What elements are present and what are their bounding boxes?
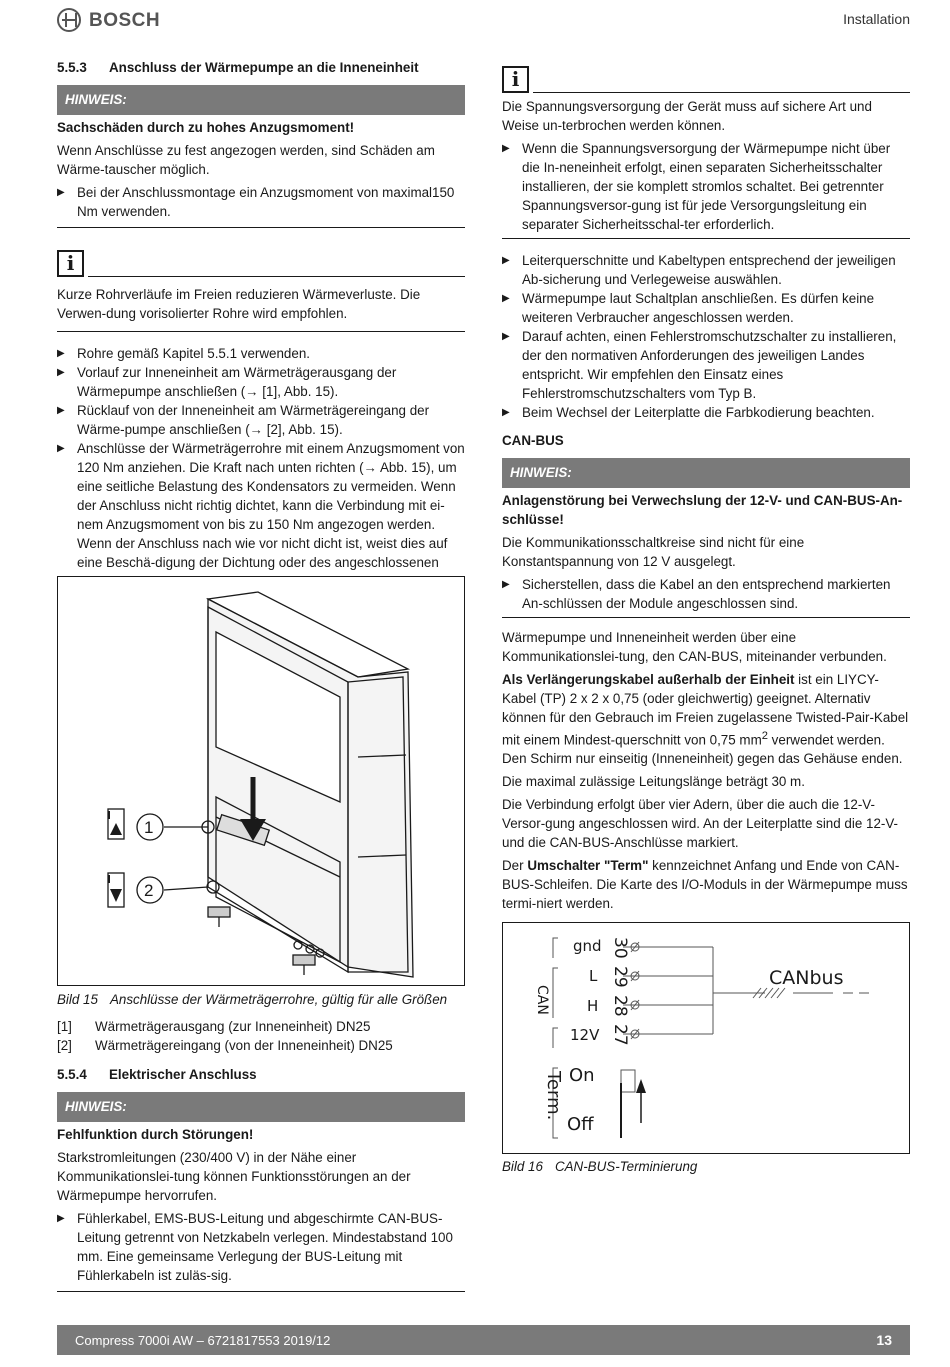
- list-item: ▶ Beim Wechsel der Leiterplatte die Farbkodierung beachten.: [502, 403, 910, 422]
- bosch-armature-icon: [57, 8, 81, 32]
- section-title: Elektrischer Anschluss: [109, 1067, 257, 1082]
- figure-number: Bild 16: [502, 1159, 543, 1174]
- notice-bar: HINWEIS:: [57, 85, 465, 115]
- legend-key: [1]: [57, 1019, 72, 1034]
- terminal-30: 30: [610, 937, 630, 959]
- label-off: Off: [567, 1114, 594, 1135]
- paragraph-cable: [502, 670, 910, 768]
- legend-key: [2]: [57, 1038, 72, 1053]
- notice-bullet: ▶ Fühlerkabel, EMS-BUS-Leitung und abgeschirmte CAN-BUS-Leitung getrennt von Netzkabeln verlegen. Mindestabstand 100 mm. Eine gemeinsame Verlegung der BUS-Leitung mit Fühlerkabeln ist zuläs-sig.: [57, 1209, 465, 1285]
- notice-bar: HINWEIS:: [502, 458, 910, 488]
- caption-text: Anschlüsse der Wärmeträgerrohre, gültig für alle Größen: [109, 992, 448, 1007]
- text: ist ein LIYCY-Kabel (TP) 2 x 2 x 0,75 (oder gleichwertig) geeignet. Alternativ können für den Gebrauch im Freien zugelassene Twisted-Pair-Kabel mit einem Mindest-querschnitt von 0,75 mm: [502, 672, 909, 748]
- section-number: 5.5.3: [57, 60, 87, 75]
- document-id: Compress 7000i AW – 6721817553 2019/12: [75, 1333, 331, 1348]
- info-bullets: [502, 139, 910, 239]
- label-L: L: [589, 967, 598, 985]
- figure-15-legend: [57, 1017, 465, 1055]
- superscript: 2: [761, 730, 768, 742]
- info-text: Die Spannungsversorgung der Gerät muss auf sichere Art und Weise un-terbrochen werden können.: [502, 99, 872, 133]
- brand-name: BOSCH: [89, 9, 161, 31]
- list-item: ▶ Anschlüsse der Wärmeträgerrohre mit einem Anzugsmoment von 120 Nm anziehen. Die Kraft nach unten richten (→ Abb. 15), um eine seitliche Belastung des Kondensators zu vermeiden. Wenn der Anschluss nicht richtig dichtet, kann die Verbindung mit ei-nem Anzugsmoment von bis zu 150 Nm angezogen werden. Wenn der Anschluss nach wie vor nicht dicht ist, weist dies auf eine Beschä-digung der Dichtung oder des angeschlossenen: [57, 439, 465, 591]
- section-label: Installation: [843, 11, 910, 27]
- terminal-29: 29: [610, 966, 630, 988]
- legend-text: Wärmeträgereingang (von der Inneneinheit) DN25: [95, 1038, 393, 1053]
- notice-bullets: [502, 575, 910, 618]
- left-column: [57, 58, 465, 591]
- notice-bullets: [57, 1209, 465, 1292]
- notice-title: Anlagenstörung bei Verwechslung der 12-V- und CAN-BUS-An-schlüsse!: [502, 493, 903, 527]
- label-term: Term.: [543, 1071, 564, 1121]
- notice-text: Starkstromleitungen (230/400 V) in der Nähe einer Kommunikationslei-tung können Funktionsstörungen an der Wärmepumpe hervorrufen.: [57, 1150, 411, 1203]
- section-title: Anschluss der Wärmepumpe an die Inneneinheit: [109, 60, 419, 75]
- section-5-5-4-heading: [57, 1065, 465, 1084]
- info-bullet: ▶ Wenn die Spannungsversorgung der Wärmepumpe nicht über die In-neneinheit erfolgt, einen separaten Sicherheitsschalter installieren, der sie komplett stromlos schaltet. Bei getrennter Spannungsversor-gung ist für jede Versorgungsleitung ein separater Sicherheitsschal-ter erforderlich.: [502, 139, 910, 234]
- figure-15: [57, 576, 465, 986]
- notice-bullet: ▶ Bei der Anschlussmontage ein Anzugsmoment von maximal150 Nm verwenden.: [57, 183, 465, 221]
- canbus-heading: CAN-BUS: [502, 433, 564, 448]
- notice-text: Wenn Anschlüsse zu fest angezogen werden, sind Schäden am Wärme-tauscher möglich.: [57, 143, 435, 177]
- heat-pump-illustration: [58, 577, 464, 985]
- label-canbus: CANbus: [769, 967, 844, 989]
- list-item: ▶ Darauf achten, einen Fehlerstromschutzschalter zu installieren, der den normativen Anforderungen des jeweiligen Landes entspricht. Wir empfehlen den Einsatz eines Fehlerstromschutzschalters vom Typ B.: [502, 327, 910, 403]
- bold-text: Als Verlängerungskabel außerhalb der Einheit: [502, 672, 795, 687]
- paragraph: Wärmepumpe und Inneneinheit werden über eine Kommunikationslei-tung, den CAN-BUS, miteinander verbunden.: [502, 630, 887, 664]
- divider: [88, 275, 465, 277]
- divider: [533, 91, 910, 93]
- legend-text: Wärmeträgerausgang (zur Inneneinheit) DN25: [95, 1019, 371, 1034]
- list-item: ▶ Wärmepumpe laut Schaltplan anschließen. Es dürfen keine weiteren Verbraucher angeschlossen werden.: [502, 289, 910, 327]
- figure-16: [502, 922, 910, 1154]
- notice-text: Die Kommunikationsschaltkreise sind nicht für eine Konstantspannung von 12 V ausgelegt.: [502, 535, 805, 569]
- figure-number: Bild 15: [57, 992, 98, 1007]
- list-item: ▶ Leiterquerschnitte und Kabeltypen entsprechend der jeweiligen Ab-sicherung und Verlegeweise auswählen.: [502, 251, 910, 289]
- callout-1: 1: [144, 818, 154, 837]
- section-number: 5.5.4: [57, 1067, 87, 1082]
- callout-2: 2: [144, 881, 154, 900]
- info-block-header: [502, 66, 910, 93]
- terminal-27: 27: [610, 1024, 630, 1046]
- notice-title: Sachschäden durch zu hohes Anzugsmoment!: [57, 120, 355, 135]
- label-12V: 12V: [570, 1026, 600, 1044]
- text: Der: [502, 858, 528, 874]
- terminal-28: 28: [610, 995, 630, 1017]
- label-gnd: gnd: [573, 937, 602, 955]
- info-text: Kurze Rohrverläufe im Freien reduzieren Wärmeverluste. Die Verwen-dung vorisolierter Rohre wird empfohlen.: [57, 287, 421, 321]
- instruction-list: [502, 251, 910, 422]
- legend-row: [57, 1017, 465, 1036]
- figure-15-caption: [57, 990, 465, 1009]
- label-on: On: [569, 1065, 595, 1086]
- list-item: ▶ Rücklauf von der Inneneinheit am Wärmeträgereingang der Wärme-pumpe anschließen (→ [2], Abb. 15).: [57, 401, 465, 439]
- notice-title: Fehlfunktion durch Störungen!: [57, 1127, 254, 1142]
- instruction-list: [57, 344, 465, 591]
- label-can: CAN: [534, 985, 550, 1015]
- label-H: H: [587, 997, 599, 1015]
- bold-text: Umschalter "Term": [527, 858, 649, 874]
- section-5-5-3-heading: [57, 58, 465, 77]
- text: kennzeichnet Anfang und Ende von CAN-BUS-Schleifen. Die Karte des I/O-Moduls in der Wärmepumpe muss termi-niert werden.: [502, 858, 908, 912]
- notice-bar: HINWEIS:: [57, 1092, 465, 1122]
- info-icon: i: [57, 250, 84, 277]
- caption-text: CAN-BUS-Terminierung: [554, 1159, 698, 1174]
- legend-row: [57, 1036, 465, 1055]
- paragraph-term: [502, 856, 910, 913]
- info-block-header: [57, 250, 465, 277]
- right-column: [502, 66, 910, 913]
- list-item: ▶ Rohre gemäß Kapitel 5.5.1 verwenden.: [57, 344, 465, 363]
- list-item: ▶ Vorlauf zur Inneneinheit am Wärmeträgerausgang der Wärmepumpe anschließen (→ [1], Abb. 15).: [57, 363, 465, 401]
- section-5-5-4: [57, 1065, 465, 1292]
- paragraph: Die maximal zulässige Leitungslänge beträgt 30 m.: [502, 774, 805, 790]
- info-icon: i: [502, 66, 529, 93]
- notice-bullets: [57, 183, 465, 228]
- page-number: 13: [876, 1332, 892, 1348]
- page-footer: [57, 1325, 910, 1355]
- notice-bullet: ▶ Sicherstellen, dass die Kabel an den entsprechend markierten An-schlüssen der Module angeschlossen sind.: [502, 575, 910, 613]
- bosch-logo: [57, 8, 160, 32]
- paragraph: Die Verbindung erfolgt über vier Adern, über die auch die 12-V-Versor-gung angeschlossen wird. An der Leiterplatte sind die 12-V- und die CAN-BUS-Anschlüsse markiert.: [502, 797, 899, 851]
- figure-16-caption: [502, 1157, 910, 1176]
- divider: [57, 331, 465, 332]
- text: verwendet werden. Den Schirm nur einseitig (Inneneinheit) gegen das Gehäuse enden.: [502, 732, 903, 767]
